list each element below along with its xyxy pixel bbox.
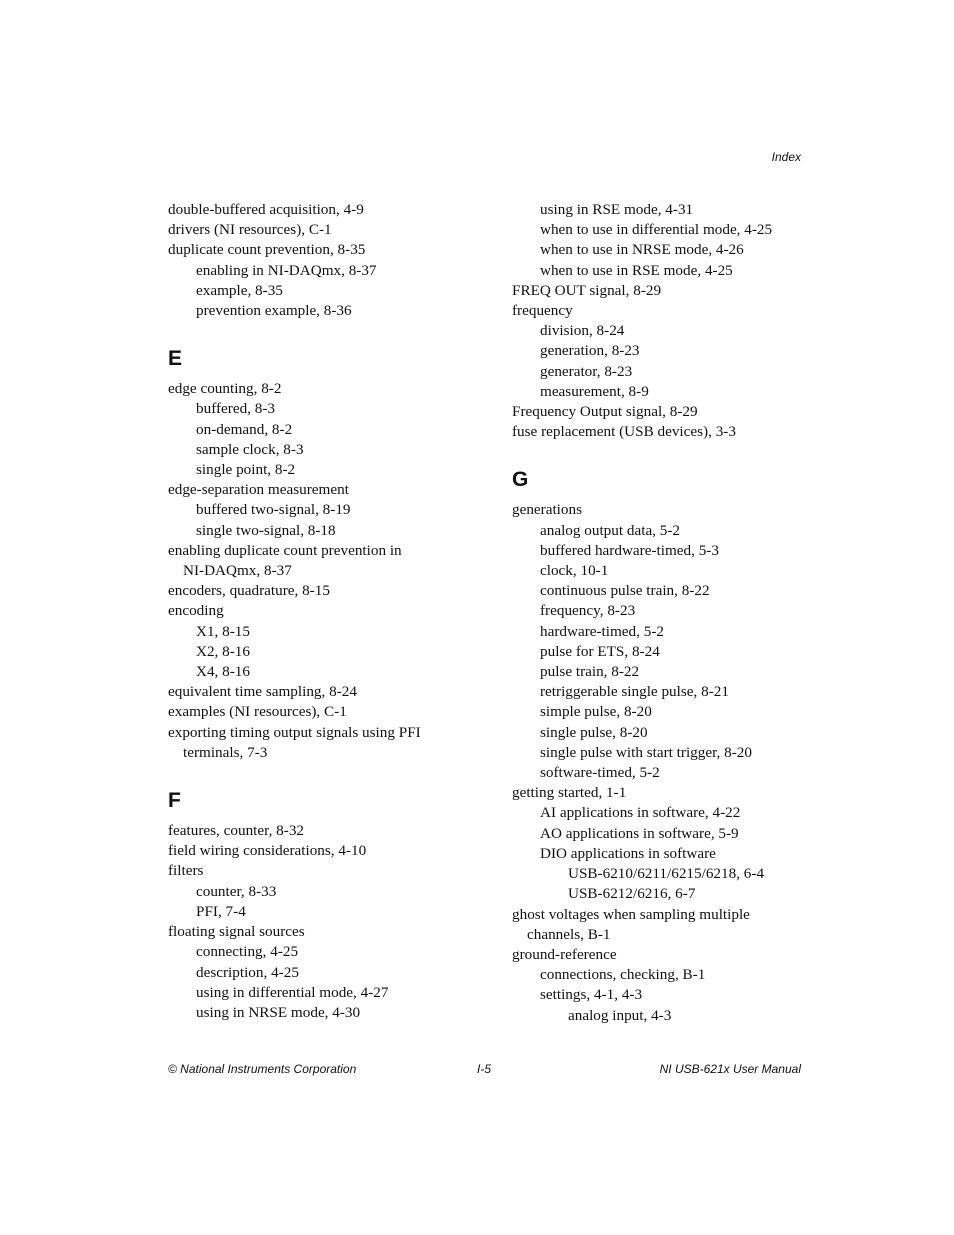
index-entry-continuation: terminals, 7-3 [183,743,268,761]
index-entry-text: X2, 8-16 [196,642,250,660]
index-entry-text: prevention example, 8-36 [196,302,352,320]
index-subentry [168,301,468,321]
index-subentry [168,420,468,440]
index-subentry [512,642,812,662]
index-subentry [168,440,468,460]
index-entry-text: double-buffered acquisition, 4-9 [168,201,364,218]
index-entry-text: on-demand, 8-2 [196,420,293,438]
index-entry-text: generation, 8-23 [540,342,640,360]
index-entry-text: AO applications in software, 5-9 [540,824,739,842]
index-entry [168,841,468,861]
index-entry-text: ground-reference [512,945,617,963]
index-entry-text: pulse for ETS, 8-24 [540,642,660,660]
index-entry [512,422,812,442]
index-subentry [512,561,812,581]
index-subentry [168,1003,468,1023]
index-entry-text: duplicate count prevention, 8-35 [168,241,366,259]
index-entry-text: measurement, 8-9 [540,382,649,400]
index-section-letter: E [168,347,183,371]
index-entry-text: getting started, 1-1 [512,784,627,802]
index-subentry [168,642,468,662]
index-entry-text: encoding [168,602,224,620]
index-subentry [168,622,468,642]
index-entry-text: drivers (NI resources), C-1 [168,221,332,239]
index-entry-text: continuous pulse train, 8-22 [540,582,710,600]
index-subentry [512,864,812,884]
index-entry-text: features, counter, 8-32 [168,822,305,840]
index-entry-text: analog input, 4-3 [568,1006,672,1024]
index-entry-text: buffered hardware-timed, 5-3 [540,541,719,559]
index-entry-text: filters [168,862,204,880]
index-section-letter: F [168,789,181,813]
index-entry-text: when to use in RSE mode, 4-25 [540,261,733,279]
index-subentry [512,622,812,642]
index-entry-text: example, 8-35 [196,281,283,299]
index-entry-text: division, 8-24 [540,322,625,340]
index-entry-text: AI applications in software, 4-22 [540,804,741,822]
index-entry-text: generations [512,501,583,519]
index-entry-text: when to use in differential mode, 4-25 [540,221,773,239]
footer-manual-title: NI USB-621x User Manual [659,1062,801,1076]
index-entry [168,480,468,500]
index-entry [512,500,812,520]
index-entry-text: using in NRSE mode, 4-30 [196,1003,361,1021]
index-entry-text: using in differential mode, 4-27 [196,983,389,1001]
index-entry-text: single point, 8-2 [196,461,296,479]
index-subentry [512,844,812,864]
index-entry [168,601,468,621]
index-section-letter: G [512,468,529,492]
index-entry-text: analog output data, 5-2 [540,521,681,539]
index-entry-text: connecting, 4-25 [196,943,299,961]
index-entry-continuation: channels, B-1 [527,925,611,943]
index-subentry [512,321,812,341]
index-entry-text: counter, 8-33 [196,882,277,900]
index-subentry [512,382,812,402]
index-entry-text: equivalent time sampling, 8-24 [168,683,357,701]
index-subentry [168,942,468,962]
index-entry-text: fuse replacement (USB devices), 3-3 [512,423,736,441]
index-entry [168,220,468,240]
index-entry-text: DIO applications in software [540,844,716,862]
index-subentry [512,541,812,561]
index-subentry [512,1006,812,1026]
footer-page-number: I-5 [477,1062,492,1076]
index-entry-continuation: NI-DAQmx, 8-37 [183,562,292,580]
index-entry-text: examples (NI resources), C-1 [168,703,347,721]
index-entry [168,581,468,601]
index-entry-text: edge-separation measurement [168,481,349,499]
index-entry-text: single two-signal, 8-18 [196,521,336,539]
index-entry-text: single pulse, 8-20 [540,723,648,741]
index-entry-text: settings, 4-1, 4-3 [540,986,643,1004]
index-entry-text: frequency, 8-23 [540,602,636,620]
index-subentry [512,682,812,702]
index-entry-text: exporting timing output signals using PFI [168,723,421,741]
index-subentry [512,662,812,682]
index-entry-text: X4, 8-16 [196,663,250,681]
index-subentry [512,581,812,601]
index-entry-text: connections, checking, B-1 [540,966,706,984]
index-subentry [512,601,812,621]
index-subentry [168,882,468,902]
index-entry [168,541,468,581]
index-subentry [512,200,812,220]
index-entry-text: sample clock, 8-3 [196,440,304,458]
index-entry [512,281,812,301]
index-subentry [168,261,468,281]
index-subentry [512,803,812,823]
index-entry-text: buffered, 8-3 [196,400,275,418]
index-entry-text: when to use in NRSE mode, 4-26 [540,241,744,259]
index-subentry [512,884,812,904]
index-subentry [168,983,468,1003]
index-subentry [168,500,468,520]
index-entry-text: USB-6212/6216, 6-7 [568,885,696,903]
index-entry-text: field wiring considerations, 4-10 [168,842,367,860]
index-entry-text: single pulse with start trigger, 8-20 [540,743,752,761]
index-entry [168,200,468,220]
index-entry-text: enabling in NI-DAQmx, 8-37 [196,261,377,279]
index-entry-text: generator, 8-23 [540,362,633,380]
index-entry [512,402,812,422]
index-entry-text: FREQ OUT signal, 8-29 [512,281,662,299]
index-entry [168,682,468,702]
index-entry-text: enabling duplicate count prevention in [168,541,402,559]
index-entry [168,379,468,399]
index-subentry [512,240,812,260]
index-entry-text: clock, 10-1 [540,562,609,580]
index-subentry [512,763,812,783]
index-entry [512,945,812,965]
index-entry [168,723,468,763]
index-subentry [512,362,812,382]
index-subentry [512,341,812,361]
index-subentry [512,521,812,541]
index-subentry [168,662,468,682]
index-entry-text: software-timed, 5-2 [540,764,660,782]
index-subentry [168,963,468,983]
index-subentry [512,261,812,281]
index-entry-text: pulse train, 8-22 [540,663,640,681]
index-entry-text: floating signal sources [168,923,305,941]
index-subentry [512,824,812,844]
running-header: Index [771,150,801,164]
index-subentry [512,985,812,1005]
index-subentry [168,399,468,419]
index-subentry [512,965,812,985]
index-entry [168,821,468,841]
index-subentry [168,460,468,480]
index-entry-text: encoders, quadrature, 8-15 [168,582,330,600]
index-entry-text: USB-6210/6211/6215/6218, 6-4 [568,865,765,883]
index-subentry [168,902,468,922]
index-entry [512,301,812,321]
footer-copyright: © National Instruments Corporation [168,1062,357,1076]
index-subentry [512,723,812,743]
index-entry-text: hardware-timed, 5-2 [540,622,664,640]
index-entry [512,905,812,945]
index-entry [168,861,468,881]
index-subentry [168,281,468,301]
index-entry-text: using in RSE mode, 4-31 [540,201,694,218]
index-entry-text: retriggerable single pulse, 8-21 [540,683,729,701]
index-subentry [168,521,468,541]
index-entry-text: description, 4-25 [196,963,299,981]
index-subentry [512,743,812,763]
index-entry-text: Frequency Output signal, 8-29 [512,403,698,421]
index-entry-text: ghost voltages when sampling multiple [512,905,750,923]
index-column-right [512,200,812,1026]
index-entry-text: simple pulse, 8-20 [540,703,652,721]
index-entry [168,240,468,260]
index-column-left [168,200,468,1023]
index-entry-text: X1, 8-15 [196,622,250,640]
index-subentry [512,702,812,722]
index-entry-text: frequency [512,302,573,320]
index-entry [512,783,812,803]
index-entry [168,922,468,942]
index-subentry [512,220,812,240]
index-entry-text: edge counting, 8-2 [168,380,282,398]
index-entry-text: buffered two-signal, 8-19 [196,501,351,519]
index-entry [168,702,468,722]
index-entry-text: PFI, 7-4 [196,902,246,920]
